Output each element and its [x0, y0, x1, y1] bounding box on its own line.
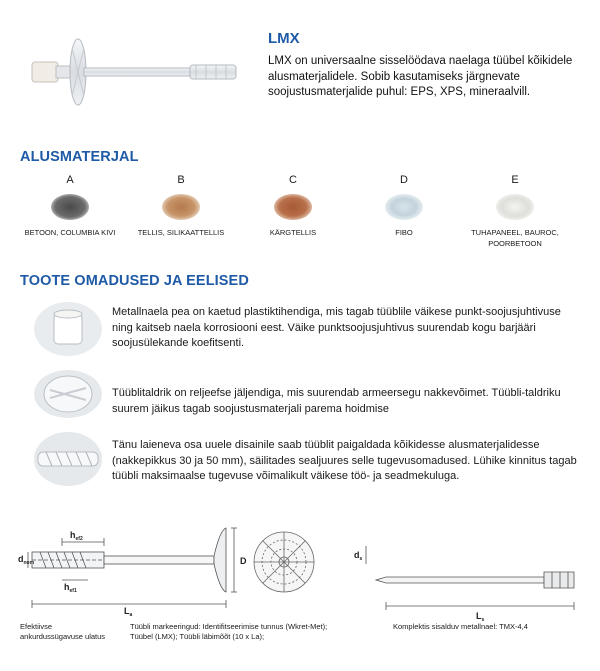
product-image [20, 28, 250, 114]
hollow-brick-thumbnail [274, 194, 312, 220]
expansion-sleeve-image [30, 430, 106, 488]
plate-image [30, 368, 106, 420]
dowel-side-view [28, 528, 237, 608]
material-letter: B [177, 174, 185, 186]
h-ef1-label: $h_{ef1}$ [64, 582, 77, 594]
feature-text: Tüüblitaldrik on reljeefse jäljendiga, mis suurendab armeersegu nakkevõimet. Tüübli-taldriku suurem jäikus tagab soojustusmaterjali parema hoidmise [112, 387, 561, 415]
material-caption: KÄRGTELLIS [269, 228, 317, 237]
brick-thumbnail [162, 194, 200, 220]
material-c [238, 174, 348, 238]
material-letter: A [66, 174, 74, 186]
features-heading: TOOTE OMADUSED JA EELISED [20, 273, 249, 289]
plate-diameter-label: D [240, 556, 247, 566]
l-a-label: $L_a$ [124, 606, 133, 618]
nail-drawing [366, 546, 574, 610]
caption-effective-depth: Efektiivse ankurdussügavuse ulatus [20, 622, 106, 641]
h-ef2-label: $h_{ef2}$ [70, 530, 83, 542]
technical-drawing [14, 520, 589, 628]
material-caption: BETOON, COLUMBIA KIVI [24, 228, 116, 237]
product-description: LMX on universaalne sisselöödava naelaga tüübel kõikidele alusmaterjalidele. Sobib kasutamiseks järgnevate soojustusmaterjalide puhul: EPS, XPS, mineraalvill. [268, 55, 573, 98]
l-s-label: $L_s$ [476, 611, 485, 623]
materials-heading: ALUSMATERJAL [20, 149, 139, 165]
aerated-concrete-thumbnail [496, 194, 534, 220]
plate-top-view [254, 532, 314, 592]
material-caption: TUHAPANEEL, BAUROC, POORBETOON [471, 228, 559, 248]
feature-text: Metallnaela pea on kaetud plastiktihendiga, mis tagab tüüblile väikese punkt-soojusjuhtivuse ning kaitseb naela korrosiooni eest. Väike punktsoojusjuhtivus suurendab kogu barjääri soojusülekande koefitsenti. [112, 306, 561, 349]
d-nom-label: $d_{nom}$ [18, 554, 35, 566]
fibo-thumbnail [385, 194, 423, 220]
material-letter: D [400, 174, 408, 186]
material-d [349, 174, 459, 238]
material-letter: C [289, 174, 297, 186]
feature-text: Tänu laieneva osa uuele disainile saab tüüblit paigaldada kõikidesse alusmaterjalidesse (nakkepikkus 30 ja 50 mm), säilitades sealjuures selle tugevusomadused. Lühike kinnitus tagab tüübli maksimaalse tugevuse võimalikult väikese töö- ja seadmekuluga. [112, 439, 577, 482]
material-e [460, 174, 570, 249]
material-letter: E [511, 174, 519, 186]
material-b [126, 174, 236, 238]
caption-markings: Tüübli markeeringud: Identifitseerimise tunnus (Wkret-Met); Tüübel (LMX); Tüübli läbimõõt (10 x La); [130, 622, 328, 641]
material-a [15, 174, 125, 238]
nail-cap-image [30, 300, 106, 358]
caption-nail: Komplektis sisalduv metallnael: TMX-4,4 [393, 622, 528, 631]
material-caption: TELLIS, SILIKAATTELLIS [137, 228, 225, 237]
product-title: LMX [268, 30, 300, 47]
material-caption: FIBO [395, 228, 413, 237]
d-s-label: $d_s$ [354, 550, 363, 562]
concrete-thumbnail [51, 194, 89, 220]
